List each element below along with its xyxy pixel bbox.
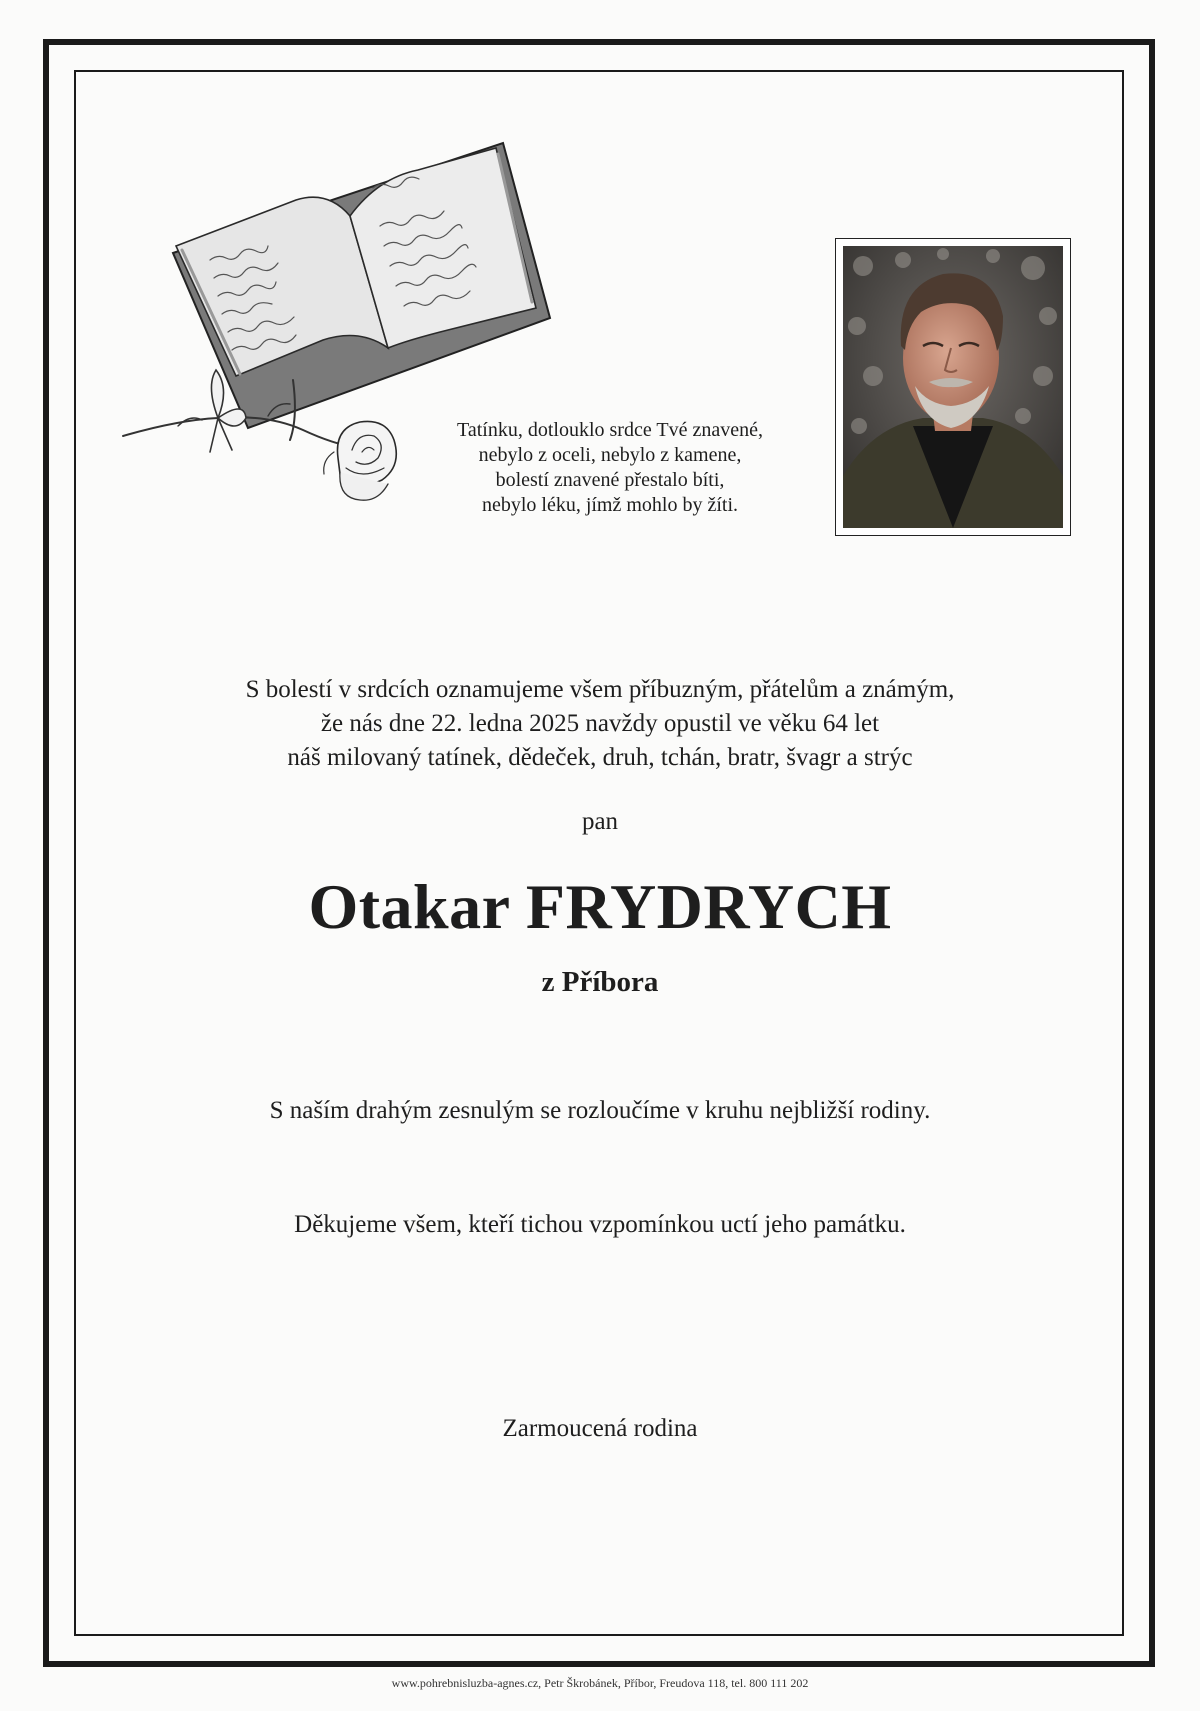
- portrait-photo-icon: [843, 246, 1063, 528]
- announcement-line: že nás dne 22. ledna 2025 navždy opustil ve věku 64 let: [320, 710, 880, 737]
- thanks-text: Děkujeme všem, kteří tichou vzpomínkou uctí jeho památku.: [294, 1211, 906, 1238]
- poem-line: Tatínku, dotlouklo srdce Tvé znavené,: [457, 419, 763, 441]
- announcement-line: S bolestí v srdcích oznamujeme všem příbuzným, přátelům a známým,: [245, 676, 955, 703]
- poem: [420, 418, 800, 518]
- honorific: pan: [581, 808, 619, 835]
- portrait-frame: [835, 238, 1071, 536]
- farewell-text: S naším drahým zesnulým se rozloučíme v kruhu nejbližší rodiny.: [269, 1097, 931, 1124]
- announcement: [100, 673, 1100, 775]
- poem-line: bolestí znavené přestalo bíti,: [495, 469, 725, 491]
- footer-contact: www.pohrebnisluzba-agnes.cz, Petr Škrobánek, Příbor, Freudova 118, tel. 800 111 202: [391, 1676, 809, 1690]
- signature: Zarmoucená rodina: [502, 1415, 698, 1442]
- poem-line: nebylo léku, jímž mohlo by žíti.: [481, 494, 739, 516]
- deceased-name: Otakar FRYDRYCH: [308, 871, 892, 942]
- announcement-line: náš milovaný tatínek, dědeček, druh, tchán, bratr, švagr a strýc: [287, 744, 913, 771]
- poem-line: nebylo z oceli, nebylo z kamene,: [478, 444, 742, 466]
- origin: z Příbora: [541, 966, 659, 998]
